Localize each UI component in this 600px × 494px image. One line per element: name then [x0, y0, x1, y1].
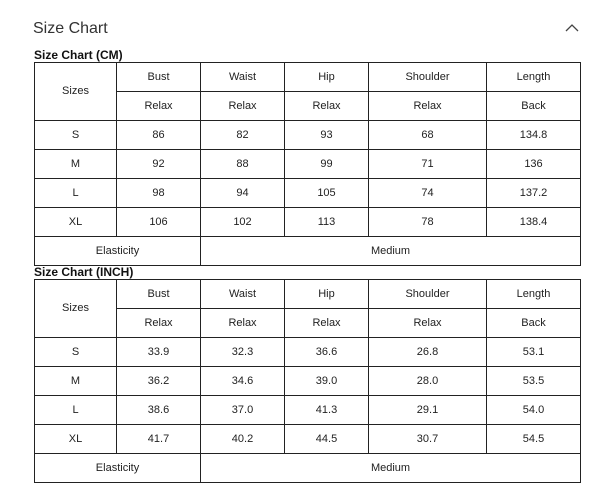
value-cell: 32.3: [201, 338, 285, 367]
value-cell: 39.0: [285, 367, 369, 396]
section-title-inch: Size Chart (INCH): [34, 265, 134, 279]
size-cell: M: [35, 150, 117, 179]
column-header-bust: Bust: [117, 63, 201, 92]
table-header-row: [35, 63, 581, 92]
value-cell: 86: [117, 121, 201, 150]
elasticity-label: Elasticity: [35, 237, 201, 266]
table-row: [35, 179, 581, 208]
value-cell: 41.3: [285, 396, 369, 425]
column-subheader: Back: [487, 309, 581, 338]
value-cell: 37.0: [201, 396, 285, 425]
column-header-shoulder: Shoulder: [369, 63, 487, 92]
table-row: [35, 396, 581, 425]
value-cell: 134.8: [487, 121, 581, 150]
size-cell: XL: [35, 425, 117, 454]
value-cell: 26.8: [369, 338, 487, 367]
table-row: [35, 121, 581, 150]
column-header-length: Length: [487, 280, 581, 309]
section-title-cm: Size Chart (CM): [34, 48, 123, 62]
column-header-hip: Hip: [285, 63, 369, 92]
value-cell: 136: [487, 150, 581, 179]
column-subheader: Relax: [201, 92, 285, 121]
column-subheader: Relax: [117, 309, 201, 338]
column-header-length: Length: [487, 63, 581, 92]
table-subheader-row: [35, 309, 581, 338]
value-cell: 34.6: [201, 367, 285, 396]
value-cell: 94: [201, 179, 285, 208]
chevron-up-icon: [562, 18, 582, 38]
column-subheader: Relax: [285, 92, 369, 121]
table-subheader-row: [35, 92, 581, 121]
size-chart-title: Size Chart: [33, 20, 108, 37]
value-cell: 30.7: [369, 425, 487, 454]
column-header-hip: Hip: [285, 280, 369, 309]
column-header-waist: Waist: [201, 280, 285, 309]
collapse-button[interactable]: [562, 18, 582, 38]
value-cell: 38.6: [117, 396, 201, 425]
table-row: [35, 150, 581, 179]
value-cell: 78: [369, 208, 487, 237]
value-cell: 106: [117, 208, 201, 237]
sizes-header: Sizes: [35, 63, 117, 121]
value-cell: 138.4: [487, 208, 581, 237]
size-cell: XL: [35, 208, 117, 237]
value-cell: 54.5: [487, 425, 581, 454]
value-cell: 54.0: [487, 396, 581, 425]
column-subheader: Relax: [201, 309, 285, 338]
elasticity-label: Elasticity: [35, 454, 201, 483]
value-cell: 137.2: [487, 179, 581, 208]
value-cell: 99: [285, 150, 369, 179]
value-cell: 53.1: [487, 338, 581, 367]
value-cell: 105: [285, 179, 369, 208]
size-cell: L: [35, 179, 117, 208]
table-footer-row: [35, 237, 581, 266]
value-cell: 40.2: [201, 425, 285, 454]
value-cell: 92: [117, 150, 201, 179]
table-footer-row: [35, 454, 581, 483]
column-subheader: Relax: [369, 309, 487, 338]
column-subheader: Back: [487, 92, 581, 121]
value-cell: 88: [201, 150, 285, 179]
column-header-bust: Bust: [117, 280, 201, 309]
size-cell: L: [35, 396, 117, 425]
table-row: [35, 425, 581, 454]
table-row: [35, 208, 581, 237]
column-header-shoulder: Shoulder: [369, 280, 487, 309]
table-header-row: [35, 280, 581, 309]
value-cell: 102: [201, 208, 285, 237]
value-cell: 36.6: [285, 338, 369, 367]
value-cell: 82: [201, 121, 285, 150]
column-subheader: Relax: [117, 92, 201, 121]
table-row: [35, 367, 581, 396]
size-cell: M: [35, 367, 117, 396]
value-cell: 68: [369, 121, 487, 150]
elasticity-value: Medium: [201, 237, 581, 266]
elasticity-value: Medium: [201, 454, 581, 483]
size-chart-header[interactable]: [0, 0, 600, 44]
size-cell: S: [35, 338, 117, 367]
column-subheader: Relax: [285, 309, 369, 338]
value-cell: 98: [117, 179, 201, 208]
value-cell: 71: [369, 150, 487, 179]
size-table-cm: [34, 62, 581, 266]
column-subheader: Relax: [369, 92, 487, 121]
value-cell: 33.9: [117, 338, 201, 367]
size-table-inch: [34, 279, 581, 483]
value-cell: 53.5: [487, 367, 581, 396]
value-cell: 28.0: [369, 367, 487, 396]
value-cell: 74: [369, 179, 487, 208]
value-cell: 93: [285, 121, 369, 150]
value-cell: 29.1: [369, 396, 487, 425]
column-header-waist: Waist: [201, 63, 285, 92]
table-row: [35, 338, 581, 367]
value-cell: 44.5: [285, 425, 369, 454]
sizes-header: Sizes: [35, 280, 117, 338]
value-cell: 41.7: [117, 425, 201, 454]
size-cell: S: [35, 121, 117, 150]
value-cell: 113: [285, 208, 369, 237]
value-cell: 36.2: [117, 367, 201, 396]
